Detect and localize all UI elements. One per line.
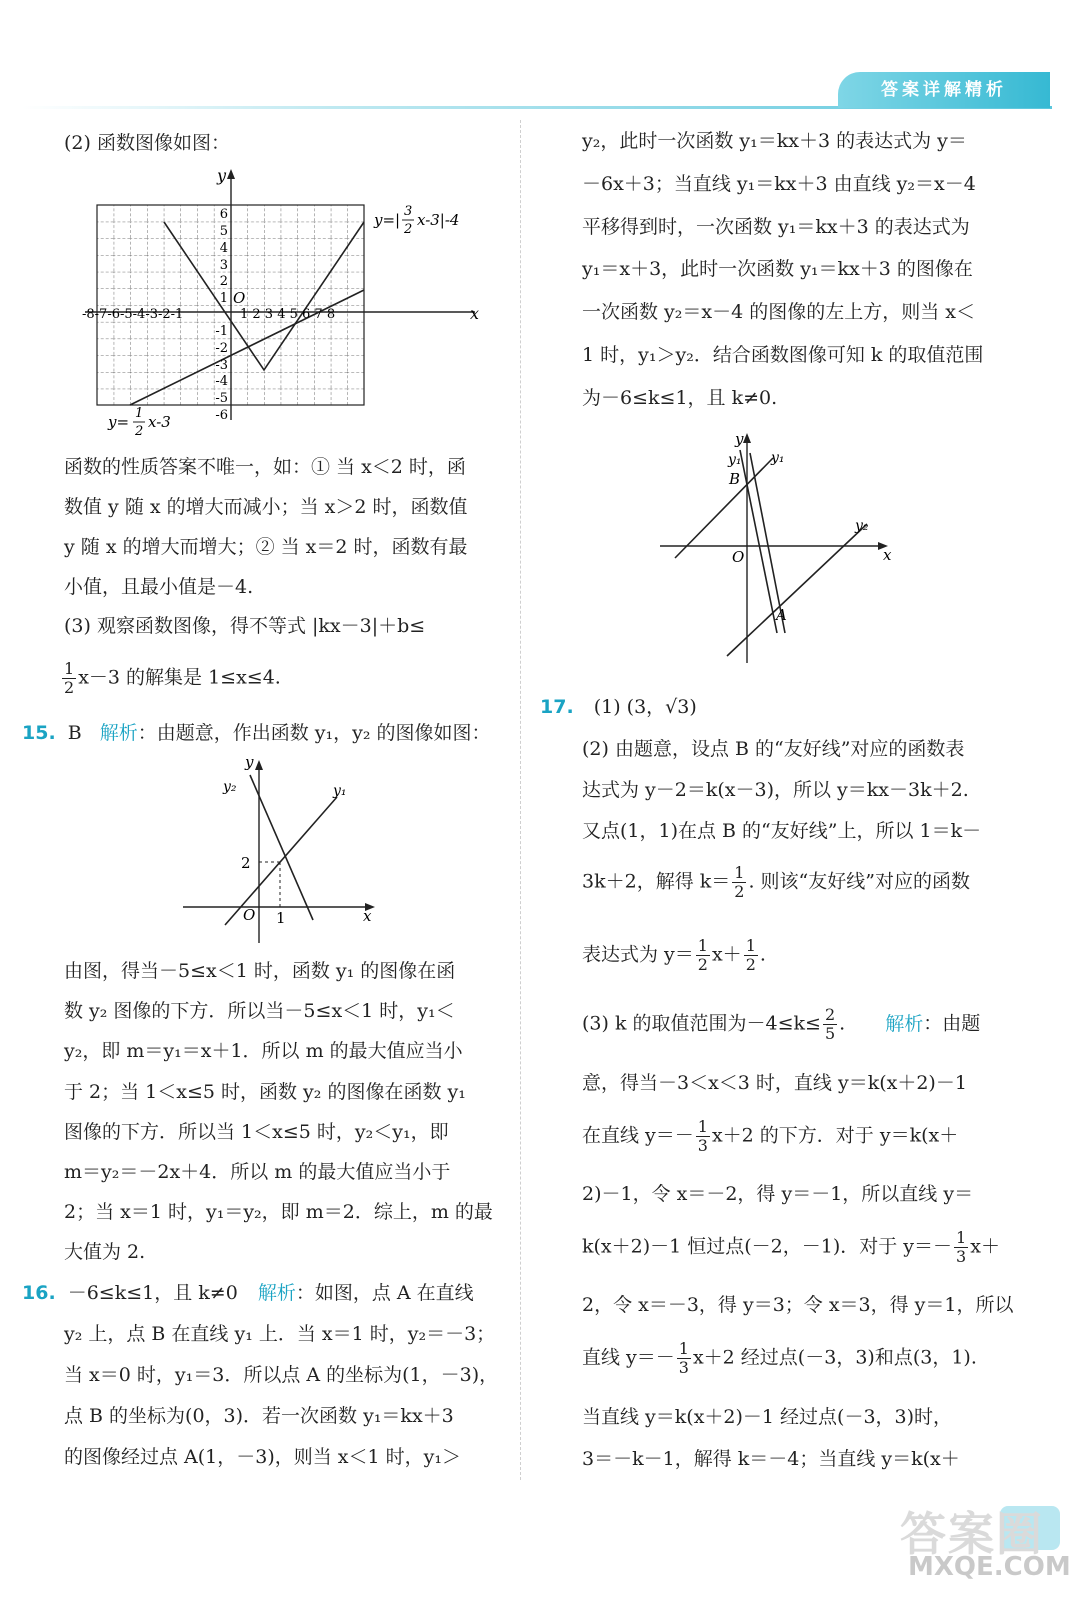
- fig2-two: 2: [241, 854, 251, 872]
- l15-3: y₂，即 m＝y₁＝x＋1．所以 m 的最大值应当小: [64, 1040, 463, 1062]
- header-tab: 答案详解精析: [838, 72, 1050, 108]
- svg-text:5: 5: [219, 224, 228, 239]
- l6: $\frac{1}{2}$ x－3 的解集是 1≤x≤4.: [64, 659, 281, 697]
- l2: 数值 y 随 x 的增大而减小；当 x＞2 时，函数值: [64, 496, 468, 518]
- svg-text:4: 4: [219, 241, 228, 256]
- svg-text:3: 3: [404, 204, 413, 219]
- l15-1: 由图，得当－5≤x＜1 时，函数 y₁ 的图像在函: [64, 960, 456, 982]
- column-divider: [520, 120, 521, 1480]
- fig3-y-label: y: [735, 430, 744, 448]
- l15-2: 数 y₂ 图像的下方．所以当－5≤x＜1 时，y₁＜: [64, 1000, 455, 1022]
- svg-text:x-3: x-3: [148, 413, 171, 431]
- r9: 达式为 y－2＝k(x－3)，所以 y＝kx－3k＋2.: [582, 779, 969, 801]
- l15-7: 2；当 x＝1 时，y₁＝y₂，即 m＝2．综上，m 的最: [64, 1201, 493, 1223]
- r4: y₁＝x＋3，此时一次函数 y₁＝kx＋3 的图像在: [582, 258, 973, 280]
- fig1-x-ticks-neg: -8-7-6-5-4-3-2-1: [82, 307, 184, 322]
- svg-text:1: 1: [135, 406, 144, 421]
- r5: 一次函数 y₂＝x－4 的图像的左上方，则当 x＜: [582, 301, 975, 323]
- r17: k(x＋2)－1 恒过点(－2，－1)．对于 y＝－ $\frac{1}{3}$ x＋: [582, 1228, 1000, 1266]
- r8: (2) 由题意，设点 B 的“友好线”对应的函数表: [582, 738, 965, 760]
- l16-4: 的图像经过点 A(1，－3)，则当 x＜1 时，y₁＞: [64, 1446, 461, 1468]
- svg-text:-1: -1: [215, 324, 228, 339]
- r14: 意，得当－3＜x＜3 时，直线 y＝k(x＋2)－1: [582, 1072, 967, 1094]
- svg-text:2: 2: [135, 424, 144, 439]
- r2: －6x＋3；当直线 y₁＝kx＋3 由直线 y₂＝x－4: [582, 173, 976, 195]
- svg-text:-4: -4: [215, 374, 228, 389]
- svg-text:6: 6: [219, 207, 228, 222]
- fig1-eq-abs: [373, 204, 459, 237]
- fig1-x-ticks-pos: 1 2 3 4 5 6 7 8: [240, 307, 336, 322]
- svg-text:-5: -5: [215, 391, 228, 406]
- q17-line: 17. (1) (3，√3): [540, 696, 697, 718]
- l15-4: 于 2；当 1＜x≤5 时，函数 y₂ 的图像在函数 y₁: [64, 1081, 466, 1103]
- fig2-one: 1: [276, 909, 286, 927]
- part2-title: (2) 函数图像如图：: [64, 132, 230, 154]
- r18: 2，令 x＝－3，得 y＝3；令 x＝3，得 y＝1，所以: [582, 1294, 1014, 1316]
- fig3-y1a: y₁: [728, 452, 742, 468]
- svg-text:3: 3: [219, 258, 228, 273]
- fig3-x-label: x: [883, 546, 892, 564]
- fig2-origin: O: [243, 906, 256, 924]
- fig3-origin: O: [732, 548, 745, 566]
- l16-2: 当 x＝0 时，y₁＝3．所以点 A 的坐标为(1，－3)，: [64, 1364, 499, 1386]
- svg-text:y=: y=: [108, 413, 130, 431]
- fig1-y-label: y: [217, 166, 227, 185]
- fig3-B: B: [729, 470, 741, 488]
- watermark-url: MXQE.COM: [908, 1552, 1071, 1582]
- l1: 函数的性质答案不唯一，如：① 当 x＜2 时，函: [64, 456, 466, 478]
- fig3-y2: y₂: [855, 518, 869, 534]
- r7: 为－6≤k≤1，且 k≠0.: [582, 387, 778, 409]
- fig2-x-label: x: [363, 907, 372, 925]
- l16-1: y₂ 上，点 B 在直线 y₁ 上．当 x＝1 时，y₂＝－3；: [64, 1323, 496, 1345]
- q16-line: 16. －6≤k≤1，且 k≠0 解析：如图，点 A 在直线: [22, 1282, 474, 1304]
- l3: y 随 x 的增大而增大；② 当 x＝2 时，函数有最: [64, 536, 468, 558]
- l15-5: 图像的下方．所以当 1＜x≤5 时，y₂＜y₁，即: [64, 1121, 449, 1143]
- watermark-logo: [900, 1498, 1080, 1588]
- fig3-y1b: y₁: [771, 450, 785, 466]
- r21: 3＝－k－1，解得 k＝－4；当直线 y＝k(x＋: [582, 1448, 960, 1470]
- figure-q15: [175, 755, 385, 950]
- svg-text:-6: -6: [215, 408, 228, 423]
- fig3-A: A: [776, 606, 787, 624]
- svg-text:-2: -2: [215, 341, 228, 356]
- watermark-text: 答案圈: [900, 1507, 1044, 1561]
- figure-q16: [655, 428, 900, 668]
- l5: (3) 观察函数图像，得不等式 |kx－3|＋b≤: [64, 615, 426, 637]
- l15-8: 大值为 2.: [64, 1241, 146, 1263]
- fig2-y-label: y: [245, 755, 254, 771]
- svg-text:2: 2: [219, 274, 228, 289]
- r20: 当直线 y＝k(x＋2)－1 经过点(－3，3)时，: [582, 1406, 953, 1428]
- l15-6: m＝y₂＝－2x＋4．所以 m 的最大值应当小于: [64, 1161, 451, 1183]
- fig1-x-label: x: [470, 304, 480, 323]
- r13: (3) k 的取值范围为－4≤k≤ $\frac{2}{5}$ . 解析：由题: [582, 1005, 981, 1043]
- fig1-eq-linear: [107, 406, 171, 439]
- fig2-y1: y₁: [333, 783, 347, 799]
- l4: 小值，且最小值是－4.: [64, 576, 254, 598]
- svg-text:-3: -3: [215, 358, 228, 373]
- r15: 在直线 y＝－ $\frac{1}{3}$ x＋2 的下方．对于 y＝k(x＋: [582, 1117, 959, 1155]
- r10: 又点(1，1)在点 B 的“友好线”上，所以 1＝k－: [582, 820, 982, 842]
- svg-text:x-3|-4: x-3|-4: [417, 211, 460, 229]
- svg-text:y=|: y=|: [374, 211, 401, 229]
- q15-line: 15. B 解析：由题意，作出函数 y₁，y₂ 的图像如图：: [22, 722, 491, 744]
- fig2-y2: y₂: [223, 779, 237, 795]
- r12: 表达式为 y＝ $\frac{1}{2}$ x＋ $\frac{1}{2}$ .: [582, 936, 766, 974]
- r19: 直线 y＝－ $\frac{1}{3}$ x＋2 经过点(－3，3)和点(3，1).: [582, 1339, 977, 1377]
- svg-text:1: 1: [219, 291, 228, 306]
- svg-text:2: 2: [404, 222, 413, 237]
- r3: 平移得到时，一次函数 y₁＝kx＋3 的表达式为: [582, 216, 970, 238]
- r16: 2)－1，令 x＝－2，得 y＝－1，所以直线 y＝: [582, 1183, 974, 1205]
- r1: y₂，此时一次函数 y₁＝kx＋3 的表达式为 y＝: [582, 130, 967, 152]
- r11: 3k＋2，解得 k＝ $\frac{1}{2}$ . 则该“友好线”对应的函数: [582, 863, 970, 901]
- fig1-origin: O: [233, 289, 246, 307]
- r6: 1 时，y₁＞y₂．结合函数图像可知 k 的取值范围: [582, 344, 984, 366]
- figure-abs-function: [80, 165, 500, 445]
- l16-3: 点 B 的坐标为(0，3)．若一次函数 y₁＝kx＋3: [64, 1405, 454, 1427]
